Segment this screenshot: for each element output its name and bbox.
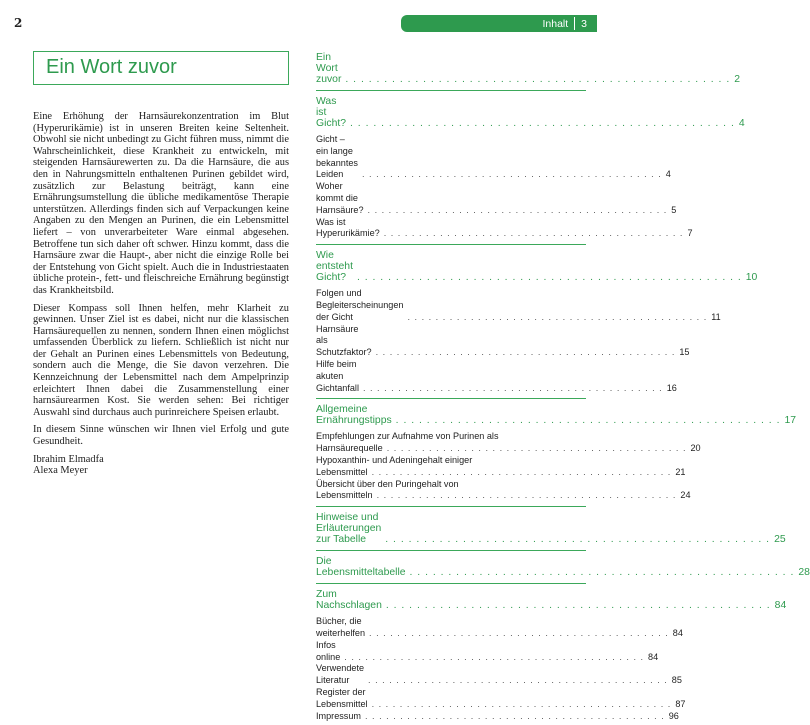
toc-divider [316, 583, 586, 584]
toc-subsection-title: Empfehlungen zur Aufnahme von Purinen als [316, 431, 499, 442]
toc-subsection-title: Verwendete Literatur [316, 663, 365, 686]
toc-section-title: Ein Wort zuvor [316, 52, 342, 85]
toc-page-number: 11 [711, 311, 721, 322]
toc-subsection[interactable] [316, 478, 691, 503]
toc-page-number: 24 [680, 490, 691, 501]
toc-subsection[interactable] [316, 454, 686, 479]
right-page [300, 0, 810, 721]
contents-tab-label: Inhalt [542, 17, 569, 30]
toc-page-number: 96 [668, 710, 679, 721]
toc-subsection-title: Lebensmittel [316, 466, 368, 477]
toc-leader-dots: . . . . . . . . . . . . . . . . . . . . . . . . . . . . . . . . . . . . . . . . . . . [383, 228, 684, 239]
toc-leader-dots: . . . . . . . . . . . . . . . . . . . . . . . . . . . . . . . . . . . . . . . . . . . [371, 466, 672, 477]
toc-page-number: 10 [745, 272, 758, 284]
contents-tab [401, 15, 597, 32]
toc-subsection-title: Folgen und Begleiterscheinungen der Gicht [316, 288, 404, 322]
foreword-body [33, 111, 289, 477]
toc-subsection[interactable] [316, 288, 721, 323]
toc-subsection-title: Register der Lebensmittel [316, 686, 368, 709]
toc-page-number: 84 [672, 627, 683, 638]
toc-page-number: 7 [687, 228, 693, 239]
toc-subsection-title: Was ist Hyperurikämie? [316, 216, 380, 239]
foreword-paragraph: Eine Erhöhung der Harnsäurekonzentration im Blut (Hyperurikämie) ist in unseren Breiten keine Seltenheit. Obwohl sie nicht unbedingt zu Gicht führen muss, nimmt die Wahrscheinlichkeit, diese Krankheit zu entwickeln, mit steigenden Harnsäurewerten zu. Da die Harnsäure, die aus den in Nahrungsmitteln enthaltenen Purinen gebildet wird, zusätzlich zur Belastung beiträgt, kann eine Ernährungsumstellung die übliche medikamentöse Therapie unterstützen. Allerdings finden sich auf Verpackungen keine Angaben zu den Mengen an Purinen, die ein Lebensmittel liefert – von unverarbeiteter Ware einmal abgesehen. Betroffene tun sich daher oft schwer. Hinzu kommt, dass die Harnsäure zwar die Haupt-, aber nicht die einzige Rolle bei der Entstehung von Gicht spielt. Auch die in Industriestaaten übliche protein-, fett- und fleischreiche Ernährung begünstigt das Krankheitsbild. [33, 111, 289, 296]
foreword-paragraph: Dieser Kompass soll Ihnen helfen, mehr Klarheit zu gewinnen. Unser Ziel ist es dabei, nicht nur die klassischen Harnsäurequellen zu nennen, sondern Ihnen einen möglichst umfassenden Überblick zu liefern. Schließlich ist nicht nur der Gehalt an Purinen eines Lebensmittels von Bedeutung, sondern auch die Menge, die Sie davon verzehren. Die Kennzeichnung der Lebensmittel nach dem Ampelprinzip erleichtert Ihnen dabei die Zusammenstellung einer harnsäurearmen Kost. Sie werden sehen: Bei richtiger Auswahl sind durchaus auch purinreichere Speisen erlaubt. [33, 302, 289, 418]
toc-subsection[interactable] [316, 181, 677, 216]
toc-page-number: 17 [784, 415, 797, 427]
toc-page-number: 5 [671, 204, 677, 215]
toc-subsection-title: Lebensmitteln [316, 490, 373, 501]
toc-subsection-title: Gicht – ein lange bekanntes Leiden [316, 134, 358, 180]
toc-leader-dots: . . . . . . . . . . . . . . . . . . . . . . . . . . . . . . . . . . . . . . . . . . . [367, 204, 668, 215]
toc-leader-dots: . . . . . . . . . . . . . . . . . . . . . . . . . . . . . . . . . . . . . . . . . . . . . . . . . . [350, 118, 735, 129]
toc-page-number: 25 [774, 534, 786, 546]
toc-leader-dots: . . . . . . . . . . . . . . . . . . . . . . . . . . . . . . . . . . . . . . . . . . . [386, 443, 687, 454]
toc-subsection[interactable] [316, 663, 682, 687]
toc-subsection-title: Harnsäurequelle [316, 443, 383, 454]
toc-page-number: 85 [671, 675, 682, 686]
author-signature: Alexa Meyer [33, 465, 88, 477]
toc-leader-dots: . . . . . . . . . . . . . . . . . . . . . . . . . . . . . . . . . . . . . . . . . . . [371, 698, 672, 709]
toc-divider [316, 506, 586, 507]
toc-subsection[interactable] [316, 358, 677, 394]
toc-leader-dots: . . . . . . . . . . . . . . . . . . . . . . . . . . . . . . . . . . . . . . . . . . . [361, 169, 662, 180]
toc-subsection[interactable] [316, 431, 701, 455]
toc-section[interactable] [316, 92, 745, 133]
toc-divider [316, 550, 586, 551]
toc-subsection[interactable] [316, 616, 683, 640]
toc-divider [316, 244, 586, 245]
toc-divider [316, 90, 586, 91]
toc-section-title: Zum Nachschlagen [316, 589, 382, 612]
toc-page-number: 28 [798, 567, 810, 579]
page-number-right: 3 [581, 17, 587, 30]
toc-subsection-title: Bücher, die weiterhelfen [316, 616, 366, 638]
toc-section[interactable] [316, 585, 787, 615]
toc-leader-dots: . . . . . . . . . . . . . . . . . . . . . . . . . . . . . . . . . . . . . . . . . . . [368, 675, 668, 686]
toc-subsection-title: Infos online [316, 639, 341, 662]
toc-page-number: 2 [734, 74, 740, 85]
toc-leader-dots: . . . . . . . . . . . . . . . . . . . . . . . . . . . . . . . . . . . . . . . . . . . [344, 651, 645, 662]
toc-page-number: 4 [738, 118, 745, 129]
toc-section[interactable] [316, 246, 758, 287]
toc-leader-dots: . . . . . . . . . . . . . . . . . . . . . . . . . . . . . . . . . . . . . . . . . . . [369, 627, 669, 638]
toc-leader-dots: . . . . . . . . . . . . . . . . . . . . . . . . . . . . . . . . . . . . . . . . . . . [407, 311, 708, 322]
foreword-title: Ein Wort zuvor [33, 51, 289, 85]
toc-page-number: 84 [774, 600, 787, 612]
toc-subsection-title: Übersicht über den Puringehalt von [316, 478, 459, 489]
toc-page-number: 16 [666, 382, 677, 393]
toc-section[interactable] [316, 552, 810, 582]
toc-subsection-title: Woher kommt die Harnsäure? [316, 181, 364, 215]
toc-leader-dots: . . . . . . . . . . . . . . . . . . . . . . . . . . . . . . . . . . . . . . . . . . . [375, 347, 676, 358]
toc-section-title: Wie entsteht Gicht? [316, 250, 353, 284]
toc-leader-dots: . . . . . . . . . . . . . . . . . . . . . . . . . . . . . . . . . . . . . . . . . . . . . . . . . . [345, 74, 731, 85]
toc-subsection-title: Hypoxanthin- und Adeningehalt einiger [316, 454, 473, 465]
tab-separator [574, 17, 575, 30]
toc-subsection[interactable] [316, 639, 659, 664]
toc-leader-dots: . . . . . . . . . . . . . . . . . . . . . . . . . . . . . . . . . . . . . . . . . . . . . . . . . . [409, 567, 795, 579]
toc-section-title: Die Lebensmitteltabelle [316, 556, 406, 579]
toc-leader-dots: . . . . . . . . . . . . . . . . . . . . . . . . . . . . . . . . . . . . . . . . . . . [376, 490, 677, 501]
toc-section-title: Allgemeine Ernährungstipps [316, 404, 392, 427]
toc-subsection[interactable] [316, 134, 671, 181]
toc-leader-dots: . . . . . . . . . . . . . . . . . . . . . . . . . . . . . . . . . . . . . . . . . . . [362, 382, 663, 393]
toc-subsection[interactable] [316, 686, 686, 711]
toc-subsection-title: Impressum [316, 710, 361, 721]
toc-leader-dots: . . . . . . . . . . . . . . . . . . . . . . . . . . . . . . . . . . . . . . . . . . . . . . . . . . [395, 415, 781, 427]
toc-page-number: 84 [648, 651, 659, 662]
toc-subsection[interactable] [316, 323, 690, 359]
foreword-paragraph: In diesem Sinne wünschen wir Ihnen viel Erfolg und gute Gesundheit. [33, 424, 289, 448]
toc-leader-dots: . . . . . . . . . . . . . . . . . . . . . . . . . . . . . . . . . . . . . . . . . . . . . . . . . . [385, 534, 771, 546]
toc-page-number: 20 [690, 443, 701, 454]
toc-subsection[interactable] [316, 216, 693, 241]
toc-section-title: Was ist Gicht? [316, 96, 347, 129]
toc-leader-dots: . . . . . . . . . . . . . . . . . . . . . . . . . . . . . . . . . . . . . . . . . . . [364, 710, 665, 721]
author-signature: Ibrahim Elmadfa [33, 453, 104, 465]
toc-section-title: Hinweise und Erläuterungen zur Tabelle [316, 512, 382, 546]
toc-section[interactable] [316, 508, 786, 549]
toc-section[interactable] [316, 48, 740, 89]
toc-page-number: 21 [675, 466, 686, 477]
toc-leader-dots: . . . . . . . . . . . . . . . . . . . . . . . . . . . . . . . . . . . . . . . . . . . . . . . . . . [385, 600, 771, 612]
toc-leader-dots: . . . . . . . . . . . . . . . . . . . . . . . . . . . . . . . . . . . . . . . . . . . . . . . . . . [356, 272, 742, 284]
toc-section[interactable] [316, 400, 797, 430]
toc-page-number: 15 [679, 347, 690, 358]
page-number-left: 2 [14, 16, 23, 30]
toc-subsection-title: Hilfe beim akuten Gichtanfall [316, 358, 359, 393]
toc-page-number: 87 [675, 698, 686, 709]
toc-subsection[interactable] [316, 710, 679, 723]
toc-page-number: 4 [665, 169, 671, 180]
toc-divider [316, 398, 586, 399]
left-page [0, 0, 300, 514]
table-of-contents [316, 48, 810, 725]
toc-subsection-title: Harnsäure als Schutzfaktor? [316, 323, 372, 358]
